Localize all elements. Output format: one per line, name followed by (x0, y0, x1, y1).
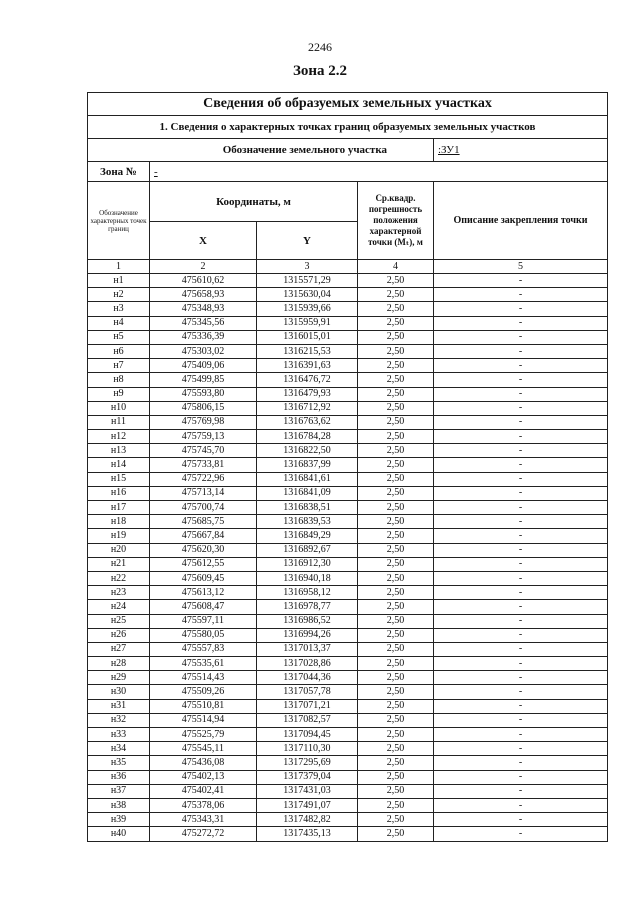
error-cell: 2,50 (358, 827, 434, 841)
zone-label: Зона № (88, 162, 150, 182)
x-coordinate-cell: 475612,55 (150, 557, 257, 571)
y-coordinate-cell: 1316841,09 (257, 486, 358, 500)
description-cell: - (434, 430, 608, 444)
column-number: 2 (150, 260, 257, 274)
x-coordinate-cell: 475303,02 (150, 344, 257, 358)
table-row (88, 274, 608, 288)
y-coordinate-cell: 1316822,50 (257, 444, 358, 458)
x-coordinate-cell: 475722,96 (150, 472, 257, 486)
x-coordinate-cell: 475700,74 (150, 501, 257, 515)
table-row (88, 770, 608, 784)
x-coordinate-cell: 475713,14 (150, 486, 257, 500)
header-y: Y (257, 222, 358, 260)
error-cell: 2,50 (358, 685, 434, 699)
point-id-cell: н8 (88, 373, 150, 387)
table-row (88, 557, 608, 571)
y-coordinate-cell: 1316912,30 (257, 557, 358, 571)
error-cell: 2,50 (358, 813, 434, 827)
table-row (88, 330, 608, 344)
column-number: 1 (88, 260, 150, 274)
description-cell: - (434, 798, 608, 812)
y-coordinate-cell: 1316986,52 (257, 614, 358, 628)
x-coordinate-cell: 475685,75 (150, 515, 257, 529)
description-cell: - (434, 557, 608, 571)
x-coordinate-cell: 475409,06 (150, 359, 257, 373)
y-coordinate-cell: 1316892,67 (257, 543, 358, 557)
y-coordinate-cell: 1316763,62 (257, 415, 358, 429)
x-coordinate-cell: 475608,47 (150, 600, 257, 614)
description-cell: - (434, 274, 608, 288)
error-cell: 2,50 (358, 571, 434, 585)
table-row (88, 401, 608, 415)
point-id-cell: н33 (88, 728, 150, 742)
error-cell: 2,50 (358, 373, 434, 387)
x-coordinate-cell: 475745,70 (150, 444, 257, 458)
table-row (88, 827, 608, 841)
zone-heading: Зона 2.2 (292, 63, 348, 79)
description-cell: - (434, 728, 608, 742)
point-id-cell: н30 (88, 685, 150, 699)
point-id-cell: н20 (88, 543, 150, 557)
y-coordinate-cell: 1316479,93 (257, 387, 358, 401)
y-coordinate-cell: 1316784,28 (257, 430, 358, 444)
table-row (88, 784, 608, 798)
point-id-cell: н3 (88, 302, 150, 316)
table-row (88, 444, 608, 458)
y-coordinate-cell: 1316994,26 (257, 628, 358, 642)
point-id-cell: н11 (88, 415, 150, 429)
point-id-cell: н22 (88, 571, 150, 585)
description-cell: - (434, 685, 608, 699)
error-cell: 2,50 (358, 359, 434, 373)
table-row (88, 813, 608, 827)
x-coordinate-cell: 475620,30 (150, 543, 257, 557)
description-cell: - (434, 486, 608, 500)
table-row (88, 657, 608, 671)
error-cell: 2,50 (358, 501, 434, 515)
y-coordinate-cell: 1315571,29 (257, 274, 358, 288)
y-coordinate-cell: 1316838,51 (257, 501, 358, 515)
error-cell: 2,50 (358, 316, 434, 330)
y-coordinate-cell: 1315939,66 (257, 302, 358, 316)
header-x: X (150, 222, 257, 260)
description-cell: - (434, 515, 608, 529)
y-coordinate-cell: 1317295,69 (257, 756, 358, 770)
x-coordinate-cell: 475436,08 (150, 756, 257, 770)
point-id-cell: н23 (88, 586, 150, 600)
table-row (88, 529, 608, 543)
description-cell: - (434, 344, 608, 358)
description-cell: - (434, 444, 608, 458)
description-cell: - (434, 458, 608, 472)
error-cell: 2,50 (358, 458, 434, 472)
error-cell: 2,50 (358, 515, 434, 529)
point-id-cell: н26 (88, 628, 150, 642)
error-cell: 2,50 (358, 557, 434, 571)
point-id-cell: н36 (88, 770, 150, 784)
point-id-cell: н16 (88, 486, 150, 500)
y-coordinate-cell: 1317044,36 (257, 671, 358, 685)
x-coordinate-cell: 475733,81 (150, 458, 257, 472)
description-cell: - (434, 671, 608, 685)
error-cell: 2,50 (358, 543, 434, 557)
x-coordinate-cell: 475610,62 (150, 274, 257, 288)
point-id-cell: н37 (88, 784, 150, 798)
x-coordinate-cell: 475525,79 (150, 728, 257, 742)
table-row (88, 713, 608, 727)
x-coordinate-cell: 475345,56 (150, 316, 257, 330)
x-coordinate-cell: 475510,81 (150, 699, 257, 713)
error-cell: 2,50 (358, 671, 434, 685)
x-coordinate-cell: 475402,13 (150, 770, 257, 784)
y-coordinate-cell: 1316841,61 (257, 472, 358, 486)
description-cell: - (434, 316, 608, 330)
description-cell: - (434, 813, 608, 827)
error-cell: 2,50 (358, 713, 434, 727)
x-coordinate-cell: 475514,94 (150, 713, 257, 727)
x-coordinate-cell: 475402,41 (150, 784, 257, 798)
x-coordinate-cell: 475609,45 (150, 571, 257, 585)
point-id-cell: н17 (88, 501, 150, 515)
point-id-cell: н27 (88, 642, 150, 656)
land-plot-table (87, 92, 608, 842)
description-cell: - (434, 600, 608, 614)
point-id-cell: н18 (88, 515, 150, 529)
y-coordinate-cell: 1316391,63 (257, 359, 358, 373)
error-cell: 2,50 (358, 756, 434, 770)
y-coordinate-cell: 1317057,78 (257, 685, 358, 699)
description-cell: - (434, 359, 608, 373)
error-cell: 2,50 (358, 529, 434, 543)
error-cell: 2,50 (358, 628, 434, 642)
point-id-cell: н34 (88, 742, 150, 756)
y-coordinate-cell: 1317082,57 (257, 713, 358, 727)
x-coordinate-cell: 475499,85 (150, 373, 257, 387)
description-cell: - (434, 387, 608, 401)
description-cell: - (434, 302, 608, 316)
error-cell: 2,50 (358, 614, 434, 628)
point-id-cell: н21 (88, 557, 150, 571)
y-coordinate-cell: 1317028,86 (257, 657, 358, 671)
error-cell: 2,50 (358, 600, 434, 614)
description-cell: - (434, 742, 608, 756)
x-coordinate-cell: 475658,93 (150, 288, 257, 302)
table-row (88, 571, 608, 585)
y-coordinate-cell: 1317379,04 (257, 770, 358, 784)
error-cell: 2,50 (358, 415, 434, 429)
error-cell: 2,50 (358, 486, 434, 500)
table-row (88, 486, 608, 500)
point-id-cell: н29 (88, 671, 150, 685)
column-number: 3 (257, 260, 358, 274)
description-cell: - (434, 827, 608, 841)
y-coordinate-cell: 1316940,18 (257, 571, 358, 585)
x-coordinate-cell: 475806,15 (150, 401, 257, 415)
point-id-cell: н7 (88, 359, 150, 373)
table-row (88, 756, 608, 770)
designation-label: Обозначение земельного участка (88, 139, 434, 162)
table-row (88, 359, 608, 373)
table-row (88, 288, 608, 302)
description-cell: - (434, 642, 608, 656)
table-row (88, 472, 608, 486)
header-coordinates: Координаты, м (150, 182, 358, 222)
point-id-cell: н6 (88, 344, 150, 358)
table-row (88, 430, 608, 444)
description-cell: - (434, 288, 608, 302)
description-cell: - (434, 614, 608, 628)
error-cell: 2,50 (358, 642, 434, 656)
y-coordinate-cell: 1316849,29 (257, 529, 358, 543)
page-number: 2246 (308, 40, 332, 54)
error-cell: 2,50 (358, 330, 434, 344)
error-cell: 2,50 (358, 344, 434, 358)
error-cell: 2,50 (358, 657, 434, 671)
table-row (88, 302, 608, 316)
table-row (88, 728, 608, 742)
point-id-cell: н10 (88, 401, 150, 415)
header-point-designation: Обозначение характерных точек границ (88, 182, 150, 260)
table-row (88, 543, 608, 557)
error-cell: 2,50 (358, 699, 434, 713)
error-cell: 2,50 (358, 586, 434, 600)
point-id-cell: н24 (88, 600, 150, 614)
table-row (88, 600, 608, 614)
x-coordinate-cell: 475613,12 (150, 586, 257, 600)
column-number: 4 (358, 260, 434, 274)
description-cell: - (434, 415, 608, 429)
y-coordinate-cell: 1316712,92 (257, 401, 358, 415)
error-cell: 2,50 (358, 401, 434, 415)
zone-value: - (150, 162, 608, 182)
point-id-cell: н28 (88, 657, 150, 671)
x-coordinate-cell: 475759,13 (150, 430, 257, 444)
table-row (88, 671, 608, 685)
table-row (88, 586, 608, 600)
table-row (88, 798, 608, 812)
y-coordinate-cell: 1315630,04 (257, 288, 358, 302)
point-id-cell: н39 (88, 813, 150, 827)
table-row (88, 685, 608, 699)
description-cell: - (434, 373, 608, 387)
table-title: Сведения об образуемых земельных участках (88, 93, 608, 116)
x-coordinate-cell: 475545,11 (150, 742, 257, 756)
table-row (88, 642, 608, 656)
error-cell: 2,50 (358, 302, 434, 316)
y-coordinate-cell: 1315959,91 (257, 316, 358, 330)
table-row (88, 501, 608, 515)
column-number: 5 (434, 260, 608, 274)
error-cell: 2,50 (358, 430, 434, 444)
table-row (88, 344, 608, 358)
description-cell: - (434, 699, 608, 713)
y-coordinate-cell: 1317094,45 (257, 728, 358, 742)
error-cell: 2,50 (358, 798, 434, 812)
y-coordinate-cell: 1317013,37 (257, 642, 358, 656)
x-coordinate-cell: 475336,39 (150, 330, 257, 344)
error-cell: 2,50 (358, 288, 434, 302)
description-cell: - (434, 784, 608, 798)
point-id-cell: н1 (88, 274, 150, 288)
x-coordinate-cell: 475343,31 (150, 813, 257, 827)
description-cell: - (434, 401, 608, 415)
table-row (88, 628, 608, 642)
y-coordinate-cell: 1316978,77 (257, 600, 358, 614)
table-row (88, 458, 608, 472)
description-cell: - (434, 529, 608, 543)
table-row (88, 415, 608, 429)
y-coordinate-cell: 1316839,53 (257, 515, 358, 529)
table-row (88, 515, 608, 529)
table-row (88, 614, 608, 628)
error-cell: 2,50 (358, 387, 434, 401)
y-coordinate-cell: 1317110,30 (257, 742, 358, 756)
table-row (88, 316, 608, 330)
y-coordinate-cell: 1316015,01 (257, 330, 358, 344)
x-coordinate-cell: 475597,11 (150, 614, 257, 628)
y-coordinate-cell: 1316958,12 (257, 586, 358, 600)
point-id-cell: н25 (88, 614, 150, 628)
description-cell: - (434, 330, 608, 344)
y-coordinate-cell: 1316837,99 (257, 458, 358, 472)
description-cell: - (434, 543, 608, 557)
point-id-cell: н14 (88, 458, 150, 472)
description-cell: - (434, 657, 608, 671)
description-cell: - (434, 472, 608, 486)
x-coordinate-cell: 475593,80 (150, 387, 257, 401)
header-mean-square-error: Ср.квадр. погрешность положения характерной точки (Mₜ), м (358, 182, 434, 260)
designation-value: :ЗУ1 (434, 139, 608, 162)
table-row (88, 699, 608, 713)
description-cell: - (434, 770, 608, 784)
error-cell: 2,50 (358, 770, 434, 784)
x-coordinate-cell: 475535,61 (150, 657, 257, 671)
section-heading: 1. Сведения о характерных точках границ образуемых земельных участков (88, 116, 608, 139)
y-coordinate-cell: 1316215,53 (257, 344, 358, 358)
table-row (88, 387, 608, 401)
error-cell: 2,50 (358, 472, 434, 486)
x-coordinate-cell: 475667,84 (150, 529, 257, 543)
error-cell: 2,50 (358, 784, 434, 798)
point-id-cell: н31 (88, 699, 150, 713)
point-id-cell: н15 (88, 472, 150, 486)
point-id-cell: н4 (88, 316, 150, 330)
description-cell: - (434, 571, 608, 585)
x-coordinate-cell: 475769,98 (150, 415, 257, 429)
point-id-cell: н9 (88, 387, 150, 401)
description-cell: - (434, 628, 608, 642)
y-coordinate-cell: 1316476,72 (257, 373, 358, 387)
error-cell: 2,50 (358, 728, 434, 742)
y-coordinate-cell: 1317435,13 (257, 827, 358, 841)
x-coordinate-cell: 475580,05 (150, 628, 257, 642)
point-id-cell: н38 (88, 798, 150, 812)
x-coordinate-cell: 475509,26 (150, 685, 257, 699)
point-id-cell: н19 (88, 529, 150, 543)
description-cell: - (434, 756, 608, 770)
column-number-row (88, 260, 608, 274)
error-cell: 2,50 (358, 274, 434, 288)
description-cell: - (434, 586, 608, 600)
error-cell: 2,50 (358, 444, 434, 458)
x-coordinate-cell: 475348,93 (150, 302, 257, 316)
y-coordinate-cell: 1317071,21 (257, 699, 358, 713)
point-id-cell: н13 (88, 444, 150, 458)
table-row (88, 373, 608, 387)
x-coordinate-cell: 475272,72 (150, 827, 257, 841)
point-id-cell: н35 (88, 756, 150, 770)
x-coordinate-cell: 475557,83 (150, 642, 257, 656)
header-point-description: Описание закрепления точки (434, 182, 608, 260)
description-cell: - (434, 713, 608, 727)
point-id-cell: н12 (88, 430, 150, 444)
y-coordinate-cell: 1317482,82 (257, 813, 358, 827)
y-coordinate-cell: 1317491,07 (257, 798, 358, 812)
point-id-cell: н2 (88, 288, 150, 302)
x-coordinate-cell: 475514,43 (150, 671, 257, 685)
x-coordinate-cell: 475378,06 (150, 798, 257, 812)
point-id-cell: н32 (88, 713, 150, 727)
point-id-cell: н5 (88, 330, 150, 344)
point-id-cell: н40 (88, 827, 150, 841)
error-cell: 2,50 (358, 742, 434, 756)
table-row (88, 742, 608, 756)
y-coordinate-cell: 1317431,03 (257, 784, 358, 798)
description-cell: - (434, 501, 608, 515)
